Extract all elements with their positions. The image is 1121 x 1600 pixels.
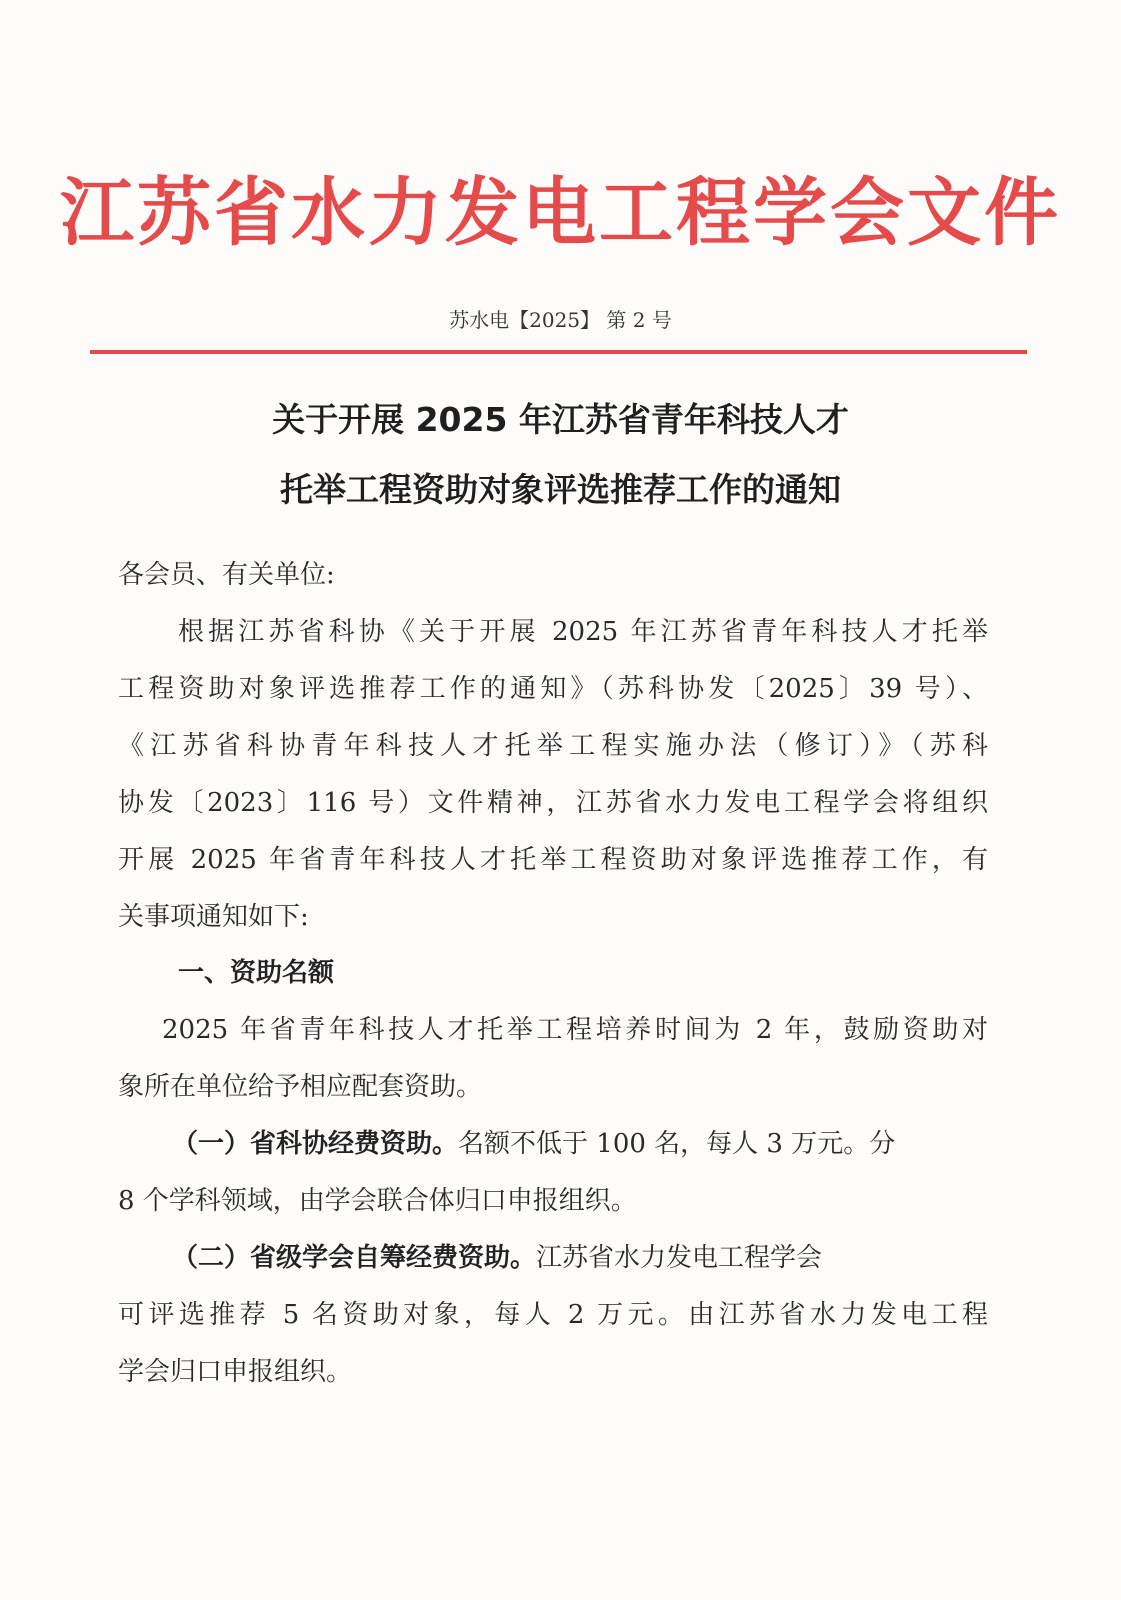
salutation: 各会员、有关单位: bbox=[118, 560, 335, 590]
paragraph-1-line-1: 根据江苏省科协《关于开展 2025 年江苏省青年科技人才托举 bbox=[178, 617, 988, 647]
item-2-line-2: 可评选推荐 5 名资助对象，每人 2 万元。由江苏省水力发电工程 bbox=[118, 1300, 988, 1330]
item-1-line-2: 8 个学科领域，由学会联合体归口申报组织。 bbox=[118, 1186, 637, 1216]
item-1-line-1 bbox=[172, 1124, 1042, 1164]
paragraph-1-line-5: 开展 2025 年省青年科技人才托举工程资助对象评选推荐工作，有 bbox=[118, 845, 988, 875]
paragraph-1-line-3: 《江苏省科协青年科技人才托举工程实施办法（修订）》（苏科 bbox=[118, 731, 988, 761]
item-2-text: 江苏省水力发电工程学会 bbox=[536, 1243, 823, 1273]
notice-title-line-2: 托举工程资助对象评选推荐工作的通知 bbox=[280, 470, 841, 509]
paragraph-1-line-4: 协发〔2023〕116 号）文件精神，江苏省水力发电工程学会将组织 bbox=[118, 788, 988, 818]
header-red-rule bbox=[90, 350, 1027, 354]
item-2-label: （二）省级学会自筹经费资助。 bbox=[172, 1243, 537, 1273]
item-2-line-3: 学会归口申报组织。 bbox=[118, 1357, 353, 1387]
org-header-title: 江苏省水力发电工程学会文件 bbox=[60, 170, 1061, 256]
item-1-text: 名额不低于 100 名，每人 3 万元。分 bbox=[458, 1129, 896, 1159]
paragraph-2-line-2: 象所在单位给予相应配套资助。 bbox=[118, 1072, 483, 1102]
paragraph-2-line-1: 2025 年省青年科技人才托举工程培养时间为 2 年，鼓励资助对 bbox=[162, 1015, 988, 1045]
item-2-line-1 bbox=[172, 1238, 1042, 1278]
section-1-heading: 一、资助名额 bbox=[178, 958, 335, 988]
document-number: 苏水电【2025】 第 2 号 bbox=[449, 308, 672, 332]
paragraph-1-line-6: 关事项通知如下: bbox=[118, 902, 309, 932]
paragraph-1-line-2: 工程资助对象评选推荐工作的通知》（苏科协发〔2025〕39 号）、 bbox=[118, 674, 988, 704]
notice-title-line-1: 关于开展 2025 年江苏省青年科技人才 bbox=[272, 400, 849, 439]
item-1-label: （一）省科协经费资助。 bbox=[172, 1129, 459, 1159]
